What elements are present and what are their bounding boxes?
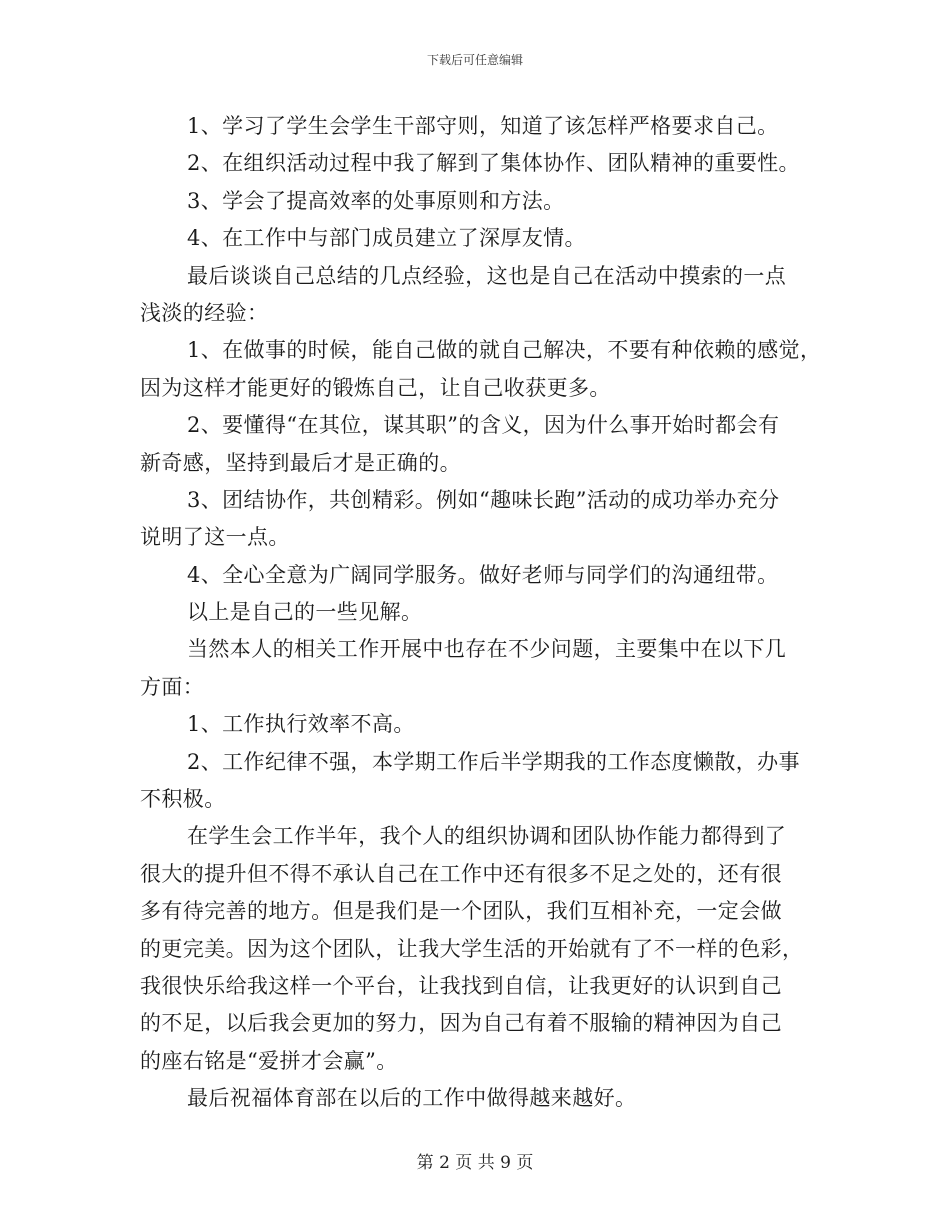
paragraph-line: 4、全心全意为广阔同学服务。做好老师与同学们的沟通纽带。 [187,562,779,587]
paragraph-line: 新奇感，坚持到最后才是正确的。 [140,450,461,475]
paragraph-line: 很大的提升但不得不承认自己在工作中还有很多不足之处的，还有很 [140,861,782,886]
paragraph-line: 我很快乐给我这样一个平台，让我找到自信，让我更好的认识到自己 [140,973,782,998]
paragraph-line: 2、在组织活动过程中我了解到了集体协作、团队精神的重要性。 [187,151,800,176]
page-header: 下载后可任意编辑 [426,53,523,67]
paragraph-line: 以上是自己的一些见解。 [187,600,423,625]
paragraph-line: 浅淡的经验： [140,300,269,325]
paragraph-line: 当然本人的相关工作开展中也存在不少问题，主要集中在以下几 [187,637,787,662]
paragraph-line: 的更完美。因为这个团队，让我大学生活的开始就有了不一样的色彩， [140,936,804,961]
paragraph-line: 多有待完善的地方。但是我们是一个团队，我们互相补充，一定会做 [140,899,782,924]
paragraph-line: 在学生会工作半年，我个人的组织协调和团队协作能力都得到了 [187,824,787,849]
paragraph-line: 最后谈谈自己总结的几点经验，这也是自己在活动中摸索的一点 [187,263,787,288]
document-body [140,108,820,1118]
paragraph-line: 4、在工作中与部门成员建立了深厚友情。 [187,226,586,251]
paragraph-line: 1、学习了学生会学生干部守则，知道了该怎样严格要求自己。 [187,114,779,138]
paragraph-line: 1、工作执行效率不高。 [187,712,415,737]
paragraph-line: 最后祝福体育部在以后的工作中做得越来越好。 [187,1086,637,1111]
paragraph-line: 2、工作纪律不强，本学期工作后半学期我的工作态度懒散，办事 [187,749,800,774]
paragraph-line: 3、学会了提高效率的处事原则和方法。 [187,188,565,213]
paragraph-line: 2、要懂得“在其位，谋其职”的含义，因为什么事开始时都会有 [187,413,780,438]
paragraph-line: 1、在做事的时候，能自己做的就自己解决，不要有种依赖的感觉， [187,338,822,363]
paragraph-line: 3、团结协作，共创精彩。例如“趣味长跑”活动的成功举办充分 [187,487,780,512]
paragraph-line: 的座右铭是“爱拼才会赢”。 [140,1048,398,1073]
paragraph-line: 方面： [140,674,205,699]
paragraph-line: 的不足，以后我会更加的努力，因为自己有着不服输的精神因为自己 [140,1011,782,1036]
paragraph-line: 不积极。 [140,787,226,812]
page-number-footer: 第 2 页 共 9 页 [416,1153,534,1173]
paragraph-line: 说明了这一点。 [140,525,290,550]
paragraph-line: 因为这样才能更好的锻炼自己，让自己收获更多。 [140,375,611,400]
